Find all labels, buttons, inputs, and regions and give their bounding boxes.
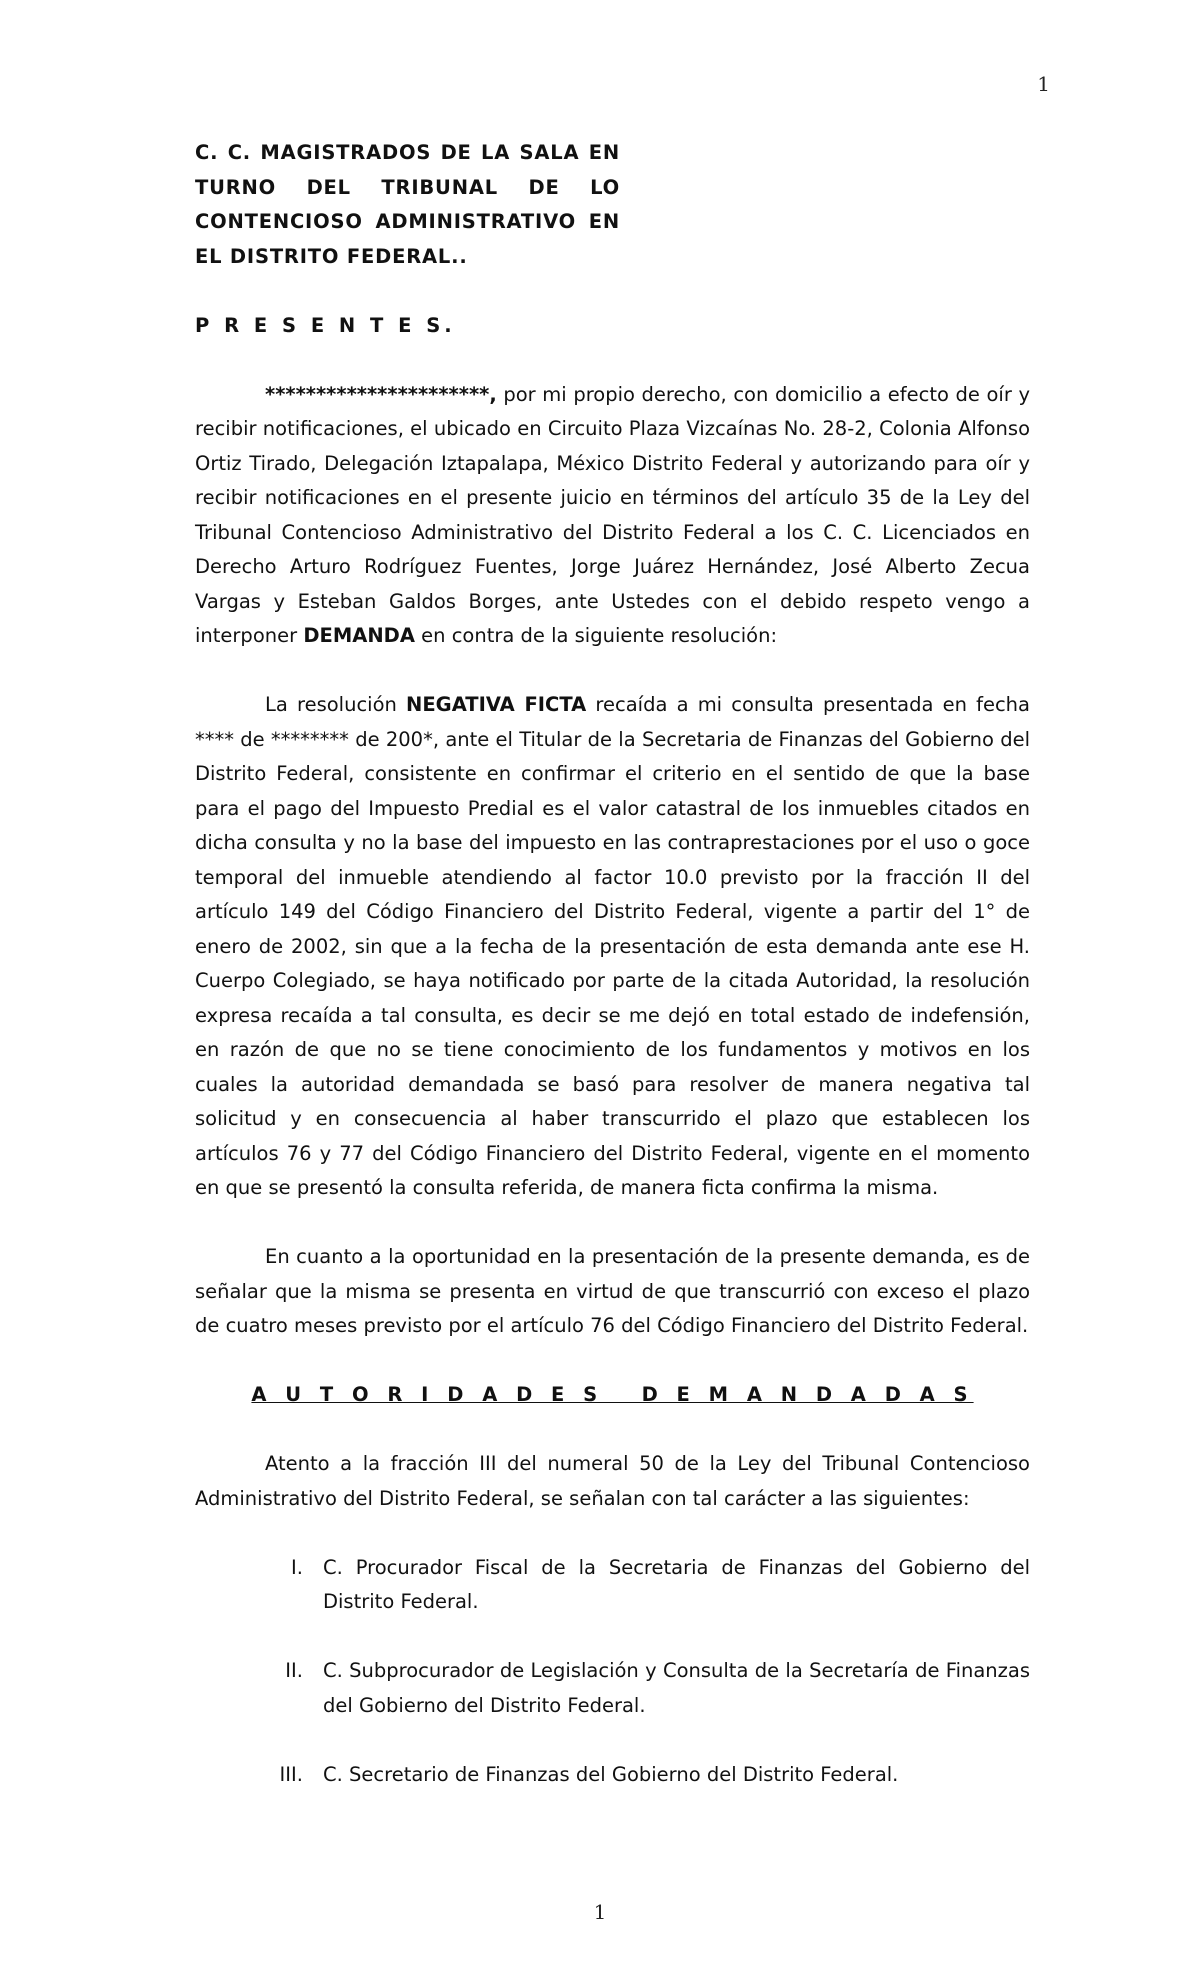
list-item [195,1551,1030,1620]
intro-text: por mi propio derecho, con domicilio a efecto de oír y recibir notificaciones, el ubicado en Circuito Plaza Vizcaínas No. 28-2, Colonia Alfonso Ortiz Tirado, Delegación Iztapalapa, México Distrito Federal y autorizando para oír y recibir notificaciones en el presente juicio en términos del artículo 35 de la Ley del Tribunal Contencioso Administrativo del Distrito Federal a los C. C. Licenciados en Derecho Arturo Rodríguez Fuentes, Jorge Juárez Hernández, José Alberto Zecua Vargas y Esteban Galdos Borges, ante Ustedes con el debido respeto vengo a interponer [195,382,1030,647]
list-item [195,1758,1030,1793]
page-number-top: 1 [1037,72,1050,96]
document-body [195,136,1030,1792]
list-item-text: C. Procurador Fiscal de la Secretaria de Finanzas del Gobierno del Distrito Federal. [323,1555,1030,1613]
resolution-text-start: La resolución [265,693,407,716]
list-item-number: I. [291,1555,303,1579]
intro-paragraph [195,378,1030,654]
intro-text-end: en contra de la siguiente resolución: [414,624,778,647]
addressee-block [195,136,620,274]
atento-paragraph: Atento a la fracción III del numeral 50 de la Ley del Tribunal Contencioso Administrativo del Distrito Federal, se señalan con tal carácter a las siguientes: [195,1452,1030,1510]
list-item-number: III. [279,1762,303,1786]
resolution-paragraph [195,688,1030,1206]
demanda-keyword: DEMANDA [303,624,415,647]
oportunidad-paragraph: En cuanto a la oportunidad en la presentación de la presente demanda, es de señalar que la misma se presenta en virtud de que transcurrió con exceso el plazo de cuatro meses previsto por el artículo 76 del Código Financiero del Distrito Federal. [195,1245,1030,1337]
section-heading-autoridades: A U T O R I D A D E S D E M A N D A D A S [251,1383,974,1406]
plaintiff-name: **********************, [265,382,497,406]
negativa-ficta-keyword: NEGATIVA FICTA [406,693,587,716]
addressee-line: C. C. MAGISTRADOS DE LA SALA EN [195,141,620,164]
resolution-text: recaída a mi consulta presentada en fecha **** de ******** de 200*, ante el Titular de la Secretaria de Finanzas del Gobierno del Distrito Federal, consistente en confirmar el criterio en el sentido de que la base para el pago del Impuesto Predial es el valor catastral de los inmuebles citados en dicha consulta y no la base del impuesto en las contraprestaciones por el uso o goce temporal del inmueble atendiendo al factor 10.0 previsto por la fracción II del artículo 149 del Código Financiero del Distrito Federal, vigente a partir del 1° de enero de 2002, sin que a la fecha de la presentación de esta demanda ante ese H. Cuerpo Colegiado, se haya notificado por parte de la citada Autoridad, la resolución expresa recaída a tal consulta, es decir se me dejó en total estado de indefensión, en razón de que no se tiene conocimiento de los fundamentos y motivos en los cuales la autoridad demandada se basó para resolver de manera negativa tal solicitud y en consecuencia al haber transcurrido el plazo que establecen los artículos 76 y 77 del Código Financiero del Distrito Federal, vigente en el momento en que se presentó la consulta referida, de manera ficta confirma la misma. [195,693,1030,1199]
list-item [195,1654,1030,1723]
addressee-line: TURNO DEL TRIBUNAL DE LO [195,175,620,199]
list-item-number: II. [285,1659,303,1682]
list-item-text: C. Secretario de Finanzas del Gobierno del Distrito Federal. [323,1762,899,1786]
list-item-text: C. Subprocurador de Legislación y Consulta de la Secretaría de Finanzas del Gobierno del Distrito Federal. [323,1659,1030,1717]
presentes-heading: P R E S E N T E S. [195,313,456,337]
addressee-line: CONTENCIOSO ADMINISTRATIVO EN [195,210,620,233]
authorities-list [195,1551,1030,1793]
addressee-line: EL DISTRITO FEDERAL.. [195,244,468,268]
page-number-bottom: 1 [593,1900,607,1924]
